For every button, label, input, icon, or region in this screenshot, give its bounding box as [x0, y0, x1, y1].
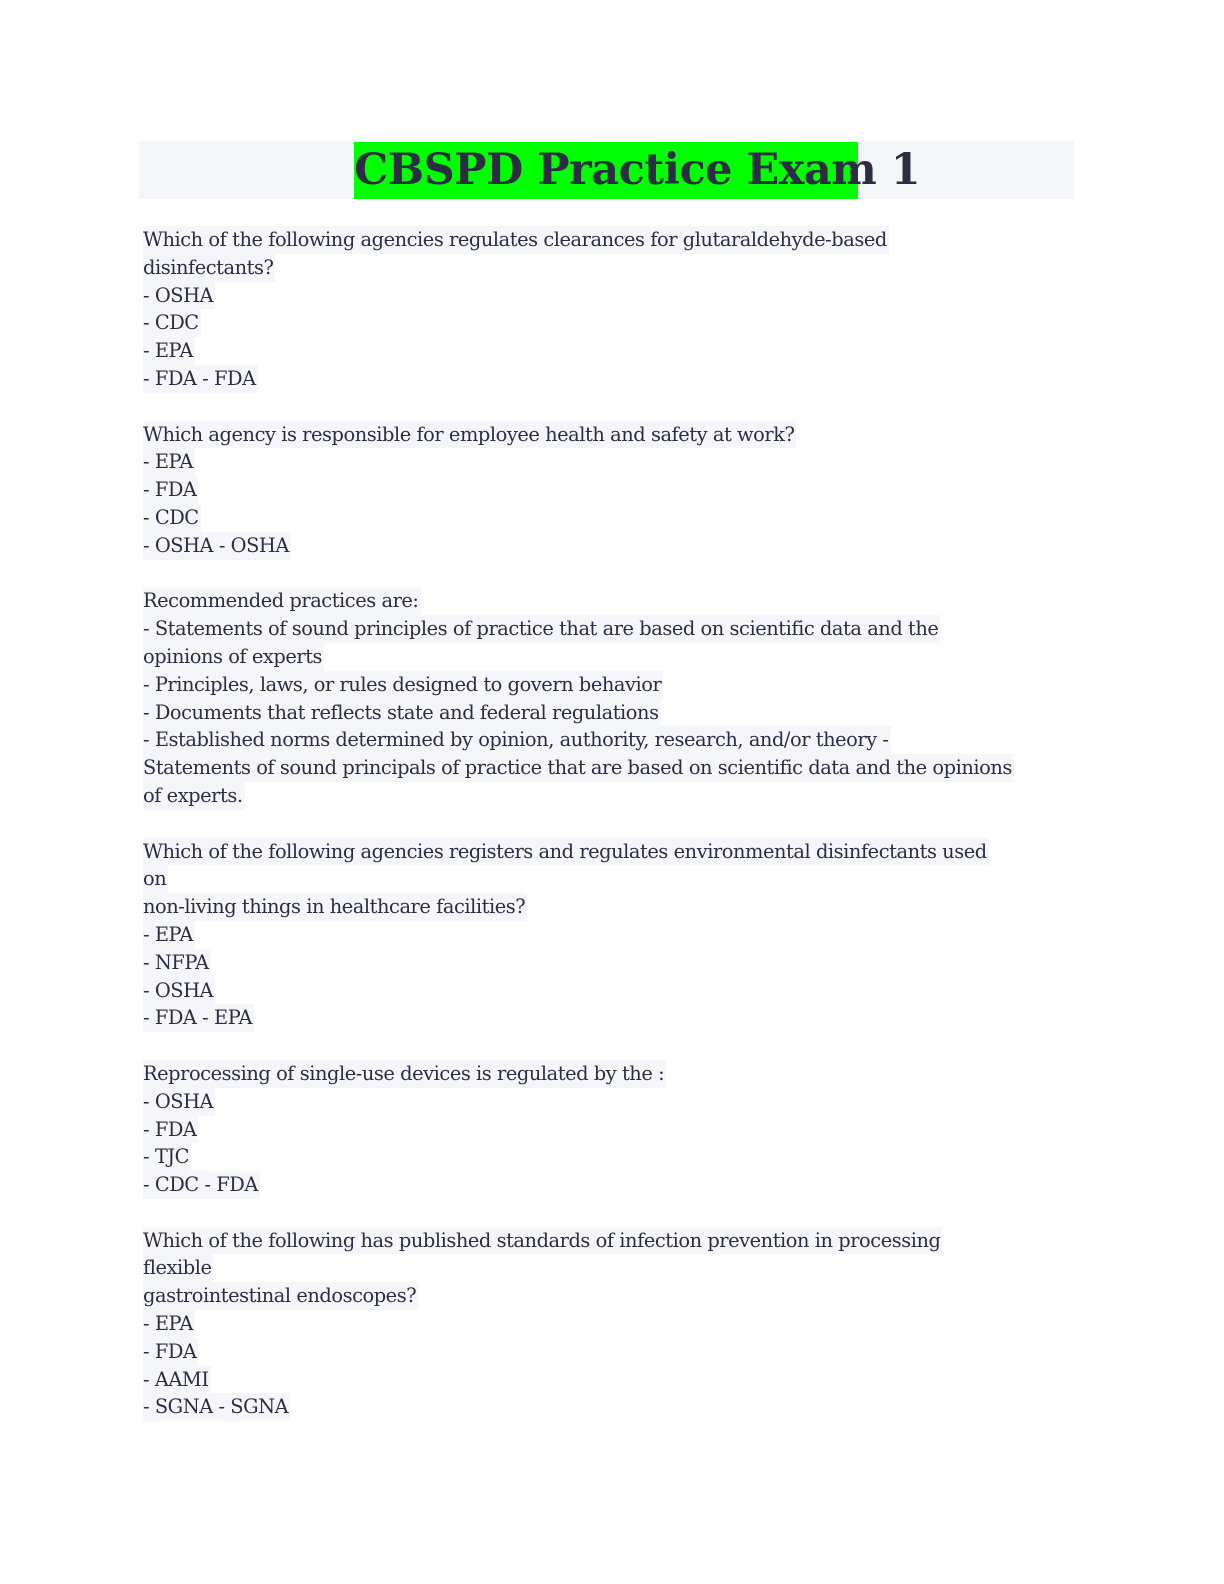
question-text: Which of the following agencies regulates clearances for glutaraldehyde-based [143, 226, 889, 254]
answer-option [143, 1004, 1078, 1032]
question-text: flexible [143, 1254, 213, 1282]
answer-option-text: - CDC [143, 309, 201, 337]
answer-option-text: - AAMI [143, 1366, 211, 1394]
question-text-line [143, 643, 1078, 671]
question-text-line [143, 1254, 1078, 1282]
answer-option [143, 1393, 1078, 1421]
answer-option [143, 615, 1078, 643]
answer-option-text: - OSHA [143, 1088, 215, 1116]
answer-option-text: - SGNA - SGNA [143, 1393, 290, 1421]
answer-option [143, 504, 1078, 532]
question-text: Statements of sound principals of practice that are based on scientific data and the opinions [143, 754, 1014, 782]
answer-option [143, 949, 1078, 977]
answer-option [143, 448, 1078, 476]
question-text: Which of the following agencies registers and regulates environmental disinfectants used [143, 838, 989, 866]
answer-option-text: - CDC - FDA [143, 1171, 260, 1199]
question-block [143, 1060, 1078, 1199]
answer-option-text: - EPA [143, 448, 195, 476]
answer-option [143, 1310, 1078, 1338]
question-text-line [143, 838, 1078, 866]
question-text-line [143, 1060, 1078, 1088]
question-text: gastrointestinal endoscopes? [143, 1282, 418, 1310]
answer-option-text: - Established norms determined by opinion, authority, research, and/or theory - [143, 726, 891, 754]
answer-option [143, 1088, 1078, 1116]
question-text-line [143, 865, 1078, 893]
document-title: CBSPD Practice Exam 1 [354, 142, 858, 199]
question-text: opinions of experts [143, 643, 324, 671]
question-text: Which of the following has published standards of infection prevention in processing [143, 1227, 942, 1255]
answer-option [143, 699, 1078, 727]
question-list [143, 226, 1078, 1449]
answer-option [143, 1366, 1078, 1394]
answer-option-text: - Statements of sound principles of practice that are based on scientific data and the [143, 615, 940, 643]
answer-option [143, 337, 1078, 365]
question-text-line [143, 226, 1078, 254]
question-text: Recommended practices are: [143, 587, 421, 615]
answer-option [143, 977, 1078, 1005]
question-text-line [143, 782, 1078, 810]
answer-option [143, 476, 1078, 504]
answer-option [143, 1143, 1078, 1171]
answer-option [143, 726, 1078, 754]
answer-option-text: - FDA - EPA [143, 1004, 254, 1032]
question-block [143, 421, 1078, 560]
answer-option [143, 921, 1078, 949]
answer-option [143, 1116, 1078, 1144]
question-text: of experts. [143, 782, 245, 810]
question-text: Reprocessing of single-use devices is regulated by the : [143, 1060, 666, 1088]
question-block [143, 587, 1078, 809]
answer-option-text: - FDA [143, 1338, 198, 1366]
answer-option-text: - FDA - FDA [143, 365, 258, 393]
question-text-line [143, 587, 1078, 615]
question-text-line [143, 254, 1078, 282]
answer-option-text: - CDC [143, 504, 201, 532]
answer-option-text: - Documents that reflects state and federal regulations [143, 699, 661, 727]
question-text: non-living things in healthcare facilities? [143, 893, 527, 921]
question-block [143, 1227, 1078, 1422]
answer-option-text: - EPA [143, 337, 195, 365]
answer-option-text: - NFPA [143, 949, 211, 977]
answer-option [143, 1338, 1078, 1366]
question-text-line [143, 754, 1078, 782]
question-block [143, 226, 1078, 393]
question-text-line [143, 1282, 1078, 1310]
answer-option [143, 309, 1078, 337]
question-block [143, 838, 1078, 1033]
question-text: disinfectants? [143, 254, 275, 282]
answer-option [143, 1171, 1078, 1199]
answer-option [143, 671, 1078, 699]
answer-option [143, 282, 1078, 310]
question-text: on [143, 865, 168, 893]
question-text: Which agency is responsible for employee health and safety at work? [143, 421, 796, 449]
answer-option-text: - OSHA [143, 282, 215, 310]
answer-option-text: - OSHA [143, 977, 215, 1005]
question-text-line [143, 421, 1078, 449]
answer-option-text: - EPA [143, 1310, 195, 1338]
answer-option-text: - EPA [143, 921, 195, 949]
answer-option-text: - Principles, laws, or rules designed to govern behavior [143, 671, 663, 699]
question-text-line [143, 1227, 1078, 1255]
answer-option-text: - TJC [143, 1143, 191, 1171]
answer-option-text: - OSHA - OSHA [143, 532, 291, 560]
question-text-line [143, 893, 1078, 921]
answer-option [143, 365, 1078, 393]
answer-option [143, 532, 1078, 560]
answer-option-text: - FDA [143, 1116, 198, 1144]
answer-option-text: - FDA [143, 476, 198, 504]
